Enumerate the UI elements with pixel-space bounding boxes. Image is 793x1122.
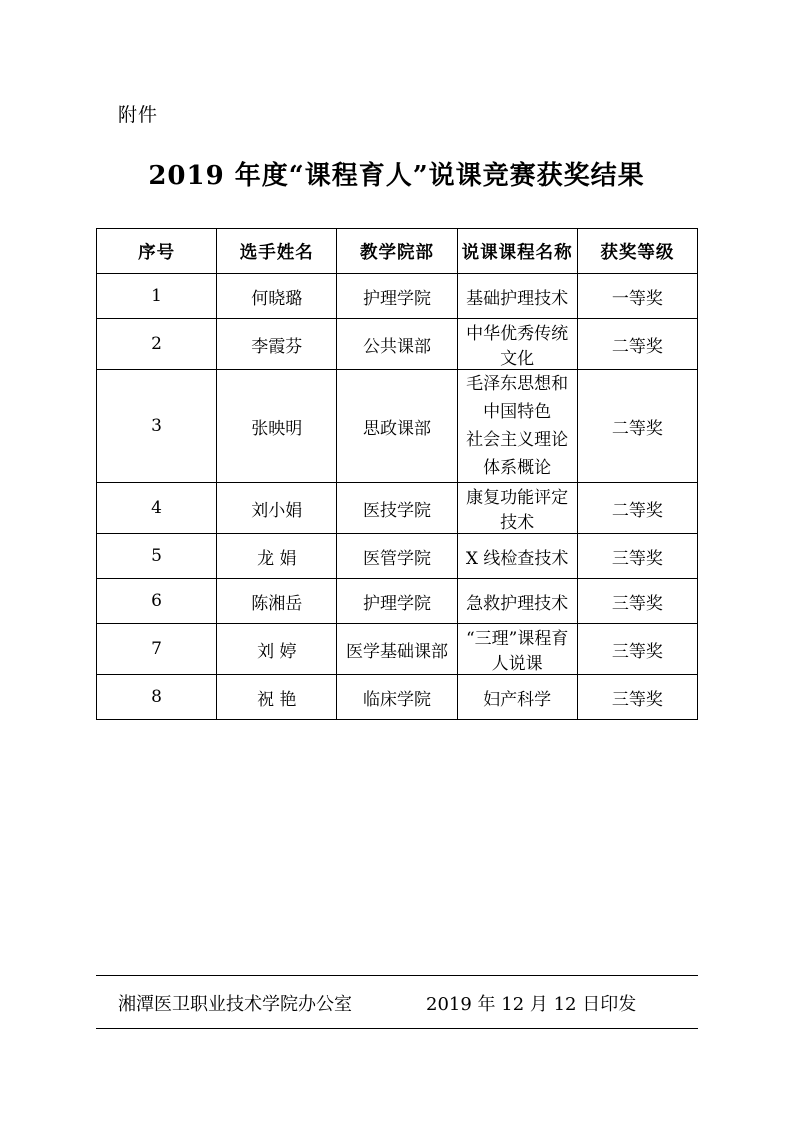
attachment-label: 附件: [118, 104, 159, 126]
cell-name: 何晓璐: [217, 274, 337, 319]
page-footer: [96, 975, 698, 1029]
cell-course: 基础护理技术: [457, 274, 577, 319]
cell-award: 三等奖: [577, 675, 697, 720]
cell-course: “三理”课程育人说课: [457, 624, 577, 675]
cell-no: 3: [97, 370, 217, 483]
cell-award: 三等奖: [577, 579, 697, 624]
cell-dept: 医管学院: [337, 534, 457, 579]
cell-name: 刘 婷: [217, 624, 337, 675]
cell-dept: 临床学院: [337, 675, 457, 720]
cell-award: 二等奖: [577, 319, 697, 370]
footer-issuer: 湘潭医卫职业技术学院办公室: [118, 994, 352, 1015]
cell-dept: 医学基础课部: [337, 624, 457, 675]
cell-no: 7: [97, 624, 217, 675]
page-title: 2019 年度“课程育人”说课竞赛获奖结果: [148, 161, 645, 191]
cell-no: 6: [97, 579, 217, 624]
table-row: [97, 534, 698, 579]
cell-dept: 思政课部: [337, 370, 457, 483]
cell-no: 1: [97, 274, 217, 319]
table-row: [97, 319, 698, 370]
cell-course-line2: 社会主义理论体系概论: [466, 430, 569, 479]
footer-divider-bottom: [96, 1028, 698, 1029]
cell-no: 5: [97, 534, 217, 579]
cell-course: [457, 370, 577, 483]
cell-no: 2: [97, 319, 217, 370]
cell-dept: 护理学院: [337, 274, 457, 319]
cell-award: 一等奖: [577, 274, 697, 319]
cell-award: 三等奖: [577, 624, 697, 675]
table-row: [97, 483, 698, 534]
column-header-no: 序号: [97, 229, 217, 274]
table-row: [97, 675, 698, 720]
table-row: [97, 624, 698, 675]
table-row: [97, 274, 698, 319]
cell-award: 二等奖: [577, 370, 697, 483]
award-results-table: [96, 228, 698, 720]
footer-date: 2019 年 12 月 12 日印发: [426, 994, 637, 1015]
table-row: [97, 579, 698, 624]
cell-course: 康复功能评定技术: [457, 483, 577, 534]
column-header-name: 选手姓名: [217, 229, 337, 274]
cell-course: 中华优秀传统文化: [457, 319, 577, 370]
cell-no: 4: [97, 483, 217, 534]
cell-name: 陈湘岳: [217, 579, 337, 624]
cell-dept: 护理学院: [337, 579, 457, 624]
cell-award: 二等奖: [577, 483, 697, 534]
cell-course: 妇产科学: [457, 675, 577, 720]
cell-name: 李霞芬: [217, 319, 337, 370]
award-table-container: [96, 228, 698, 720]
cell-course: X 线检查技术: [457, 534, 577, 579]
cell-name: 张映明: [217, 370, 337, 483]
cell-course-line1: 毛泽东思想和中国特色: [466, 374, 569, 423]
cell-dept: 医技学院: [337, 483, 457, 534]
footer-row: [96, 976, 698, 1016]
column-header-award: 获奖等级: [577, 229, 697, 274]
cell-course: 急救护理技术: [457, 579, 577, 624]
column-header-dept: 教学院部: [337, 229, 457, 274]
cell-name: 祝 艳: [217, 675, 337, 720]
cell-name: 龙 娟: [217, 534, 337, 579]
cell-name: 刘小娟: [217, 483, 337, 534]
column-header-course: 说课课程名称: [457, 229, 577, 274]
table-header-row: [97, 229, 698, 274]
cell-award: 三等奖: [577, 534, 697, 579]
table-row: [97, 370, 698, 483]
cell-dept: 公共课部: [337, 319, 457, 370]
cell-no: 8: [97, 675, 217, 720]
